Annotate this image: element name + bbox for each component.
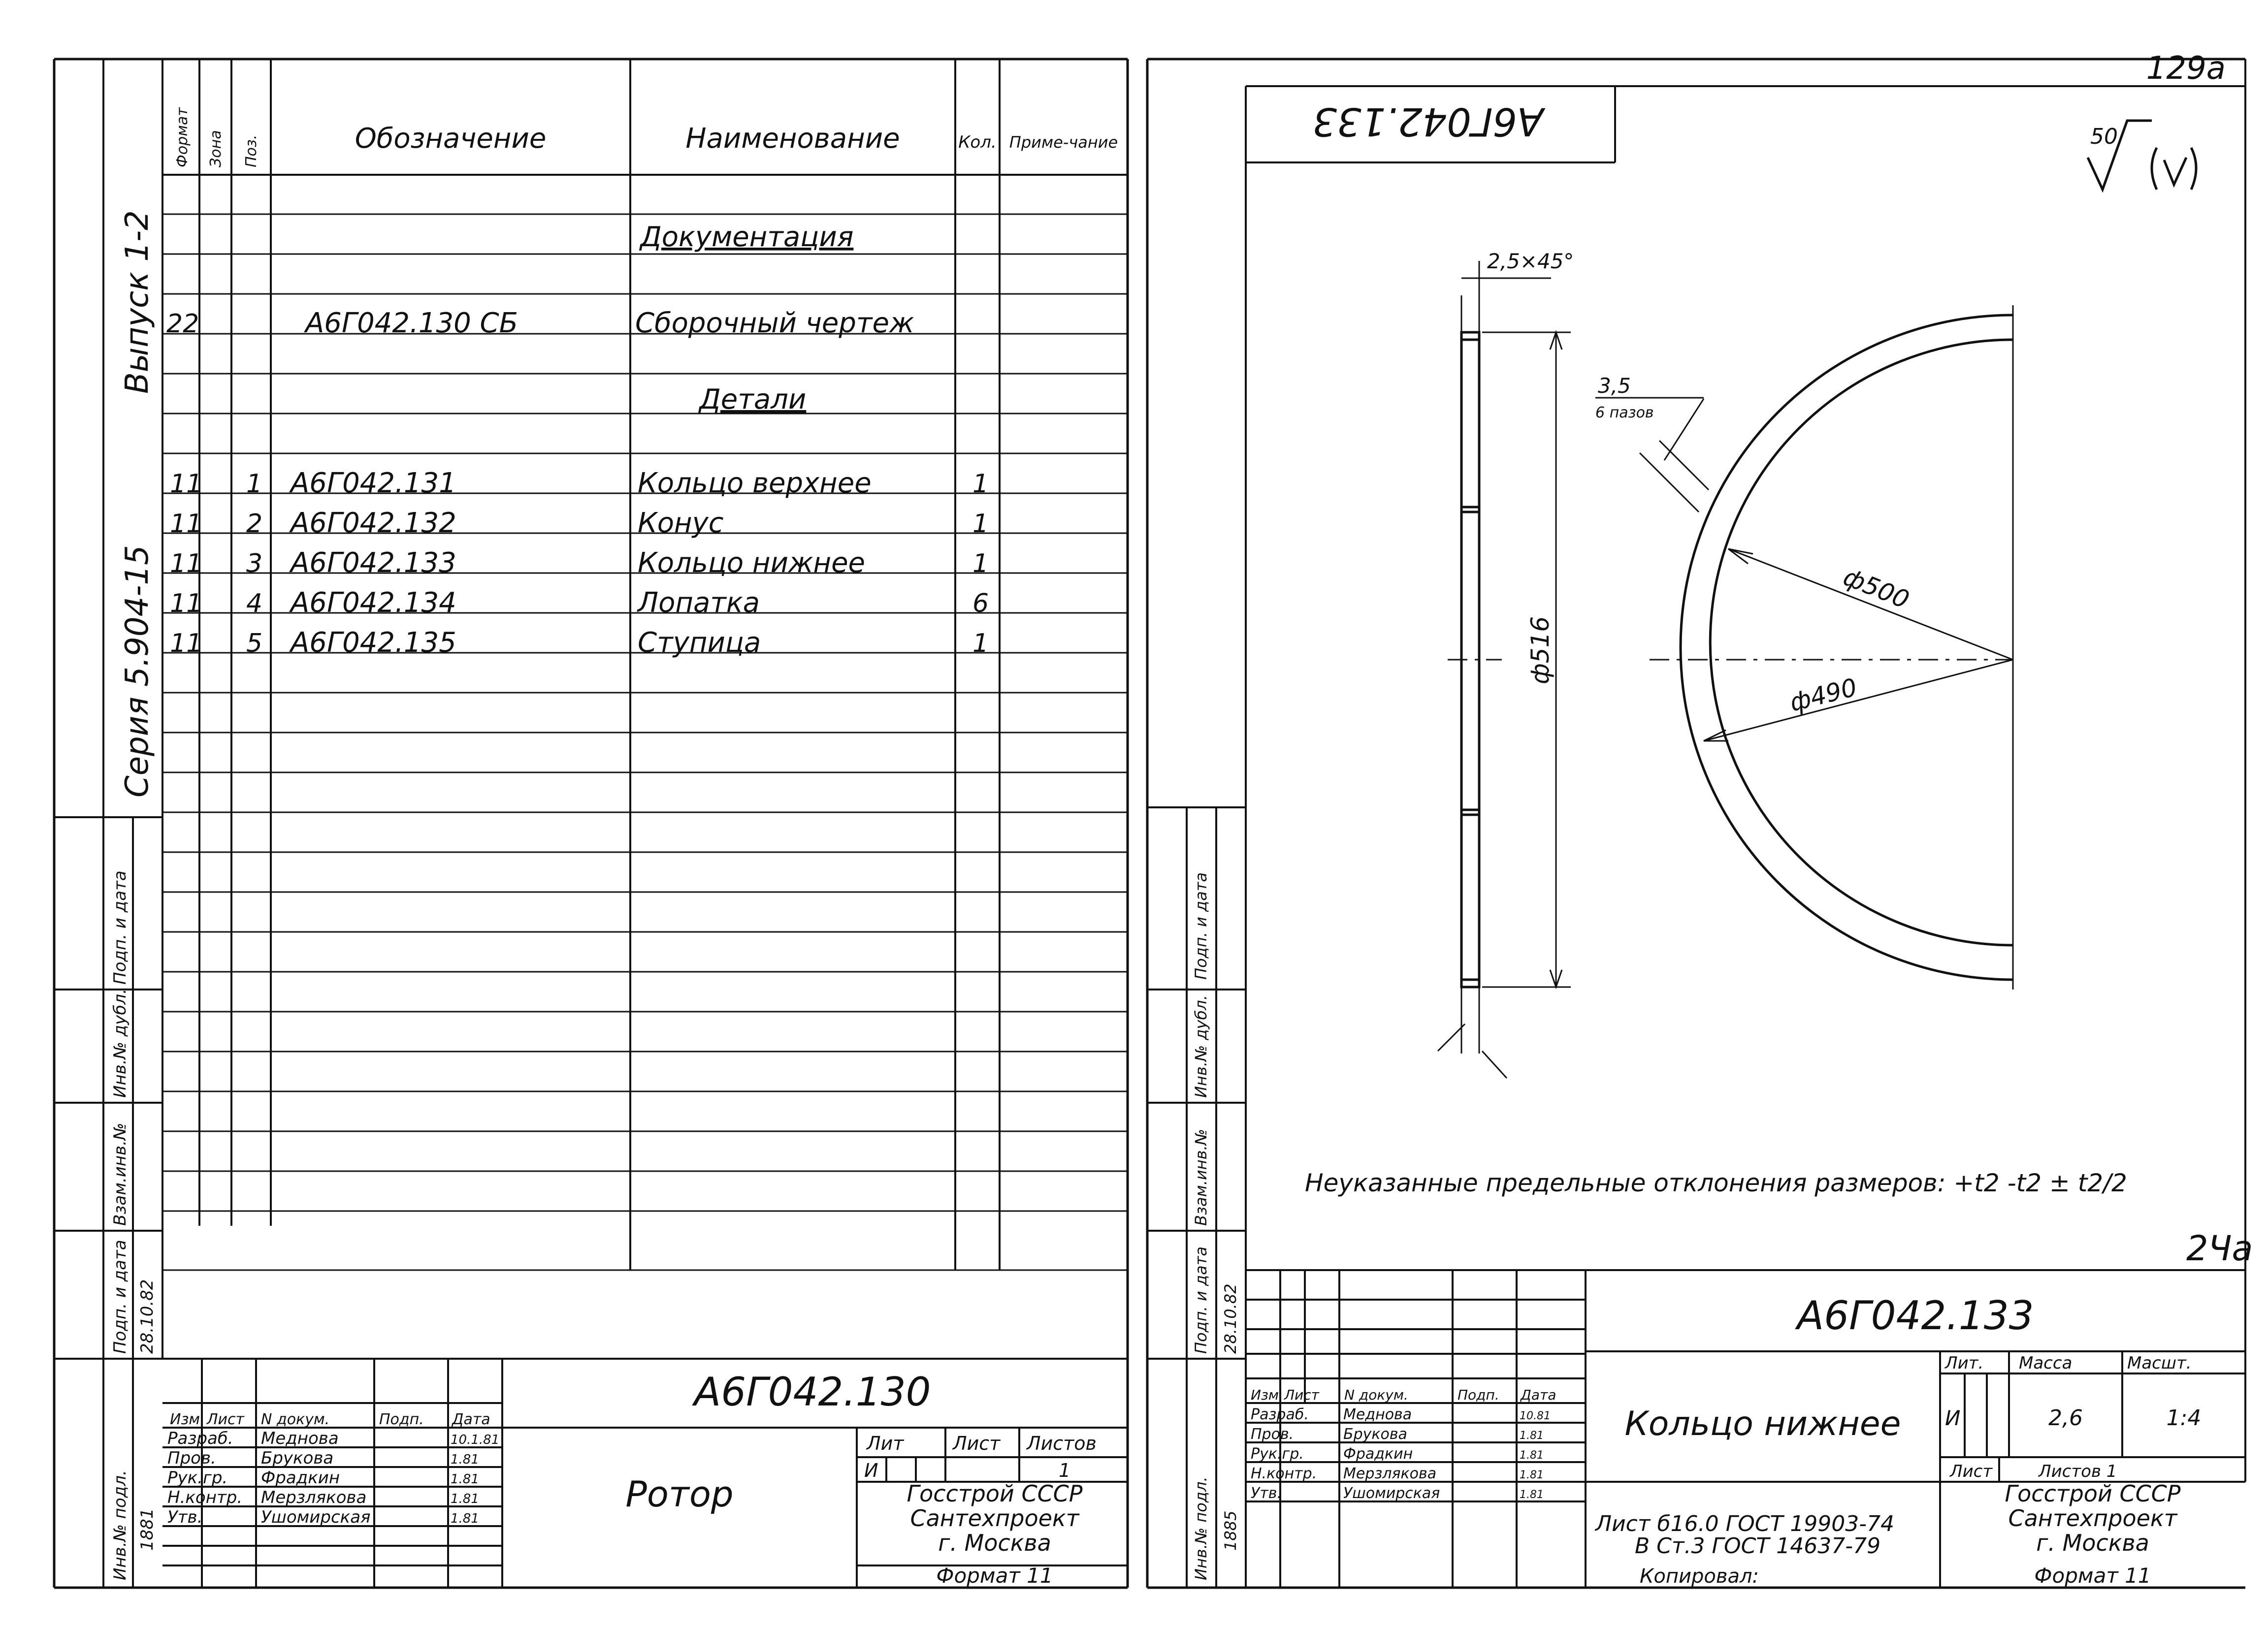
right-org-2: Сантехпроект [2008, 1505, 2177, 1532]
spec-row-name: Ступица [638, 627, 761, 659]
right-masht-label: Масшт. [2127, 1353, 2192, 1373]
signer-name: Брукова [1343, 1426, 1407, 1443]
header-format: Формат [174, 107, 191, 167]
spec-row-poz: 3 [246, 549, 263, 578]
right-list-label: Лист [1950, 1462, 1993, 1481]
right-lit-value: И [1945, 1406, 1961, 1430]
seriya-label: Серия 5.904-15 [119, 545, 156, 798]
header-kol: Кол. [958, 132, 997, 152]
right-col-data: Дата [1521, 1387, 1556, 1403]
signer-date: 1.81 [451, 1452, 479, 1467]
spec-row-format: 11 [170, 509, 203, 539]
dim-chamfer: 2,5×45° [1487, 249, 1574, 273]
right-part-name: Кольцо нижнее [1624, 1405, 1901, 1443]
r-date-value: 28.10.82 [1221, 1283, 1240, 1354]
dim-516: ф516 [1526, 616, 1555, 684]
signer-name: Меднова [1343, 1406, 1412, 1423]
right-format-label: Формат 11 [2034, 1564, 2151, 1588]
roughness-value: 50 [2090, 124, 2118, 149]
signer-date: 1.81 [451, 1492, 479, 1506]
inverted-code: А6Г042.133 [1312, 99, 1544, 143]
right-col-podp: Подп. [1458, 1387, 1499, 1403]
spec-row-name: Кольцо верхнее [638, 467, 872, 499]
header-primechanie: Приме-чание [1009, 133, 1118, 152]
spec-row-format: 11 [170, 589, 203, 618]
left-doc-code: А6Г042.130 [694, 1369, 931, 1415]
dim-490: ф490 [1786, 672, 1860, 717]
signer-role: Разраб. [167, 1429, 233, 1448]
spec-row-qty: 1 [972, 629, 989, 658]
spec-row-code: А6Г042.132 [291, 507, 456, 539]
signer-name: Фрадкин [261, 1468, 340, 1488]
signer-date: 1.81 [451, 1472, 479, 1487]
r-vzam-inv-label: Взам.инв.№ [1192, 1129, 1210, 1226]
right-col-list: Лист [1284, 1387, 1319, 1403]
signer-role: Разраб. [1251, 1406, 1309, 1423]
right-massa-label: Масса [2019, 1353, 2073, 1373]
r-podp-data-label: Подп. и дата [1192, 872, 1210, 980]
material-1: Лист б16.0 ГОСТ 19903-74 [1595, 1511, 1895, 1536]
header-poz: Поз. [243, 134, 260, 167]
spec-row-format: 11 [170, 629, 203, 658]
signer-date: 1.81 [1520, 1449, 1544, 1462]
section-documentation: Документация [640, 221, 854, 253]
podp-data-2-label: Подп. и дата [110, 1240, 130, 1354]
signer-name: Брукова [261, 1448, 334, 1468]
r-inv-dubl-label: Инв.№ дубл. [1192, 995, 1210, 1098]
inv-podl-label: Инв.№ подл. [110, 1470, 130, 1580]
right-col-dokum: N докум. [1344, 1387, 1408, 1403]
right-org-1: Госстрой СССР [2005, 1480, 2181, 1507]
material-2: В Ст.3 ГОСТ 14637-79 [1635, 1533, 1881, 1559]
spec-row-poz: 1 [246, 469, 263, 499]
left-col-dokum: N докум. [261, 1411, 330, 1428]
spec-row-code: А6Г042.135 [291, 627, 456, 659]
dim-500: ф500 [1839, 562, 1913, 614]
r-inv-value: 1885 [1221, 1510, 1240, 1551]
doc-row-code: А6Г042.130 СБ [305, 307, 518, 339]
spec-row-code: А6Г042.134 [291, 587, 456, 619]
left-part-name: Ротор [625, 1473, 734, 1515]
signer-date: 1.81 [1520, 1489, 1544, 1501]
header-naimenovanie: Наименование [685, 123, 900, 155]
left-list-label: Лист [953, 1433, 1001, 1454]
left-lit-label: Лит [867, 1433, 904, 1454]
spec-row-name: Кольцо нижнее [638, 547, 865, 579]
left-org-3: г. Москва [938, 1530, 1051, 1556]
doc-row-format: 22 [166, 309, 199, 339]
dim-slot-count: 6 пазов [1595, 404, 1654, 421]
r-inv-podl-label: Инв.№ подл. [1192, 1476, 1210, 1580]
spec-row-name: Лопатка [638, 587, 760, 619]
header-oboznachenie: Обозначение [355, 123, 547, 155]
header-zona: Зона [207, 130, 225, 167]
signer-name: Меднова [261, 1429, 339, 1448]
spec-row-qty: 1 [972, 549, 989, 578]
signer-name: Фрадкин [1343, 1445, 1413, 1463]
signer-name: Мерзлякова [1343, 1465, 1437, 1482]
signer-name: Ушомирская [261, 1507, 371, 1527]
spec-row-qty: 1 [972, 509, 989, 539]
spec-row-qty: 1 [972, 469, 989, 499]
spec-row-format: 11 [170, 469, 203, 499]
signer-date: 10.81 [1520, 1410, 1551, 1422]
ring-half-view [1681, 315, 2013, 980]
spec-row-code: А6Г042.133 [291, 547, 456, 579]
left-org-2: Сантехпроект [910, 1505, 1079, 1532]
left-col-podp: Подп. [379, 1411, 424, 1428]
r-podp-data-2-label: Подп. и дата [1192, 1246, 1210, 1354]
signer-date: 1.81 [451, 1511, 479, 1526]
signer-role: Рук.гр. [1251, 1445, 1304, 1463]
spec-row-name: Конус [638, 507, 724, 539]
left-col-list: Лист [207, 1411, 245, 1428]
right-col-izm: Изм. [1251, 1387, 1283, 1403]
vypusk-label: Выпуск 1-2 [119, 210, 156, 394]
handwritten-mark: 2Ча [2186, 1228, 2253, 1269]
left-listov-label: Листов [1027, 1433, 1097, 1454]
right-org-3: г. Москва [2036, 1530, 2149, 1556]
left-col-izm: Изм. [170, 1411, 205, 1428]
signer-role: Утв. [1251, 1485, 1282, 1502]
dim-slot-width: 3,5 [1598, 374, 1631, 398]
right-massa-value: 2,6 [2048, 1405, 2083, 1431]
signer-date: 1.81 [1520, 1430, 1544, 1442]
kopiroval-label: Копировал: [1640, 1565, 1759, 1588]
signer-date: 1.81 [1520, 1469, 1544, 1481]
signer-role: Утв. [167, 1507, 203, 1527]
signer-name: Ушомирская [1343, 1485, 1440, 1502]
left-col-data: Дата [452, 1411, 490, 1428]
date-value: 28.10.82 [137, 1279, 157, 1354]
spec-row-poz: 2 [246, 509, 263, 539]
spec-row-format: 11 [170, 549, 203, 578]
spec-row-qty: 6 [972, 589, 989, 618]
signer-role: Пров. [1251, 1426, 1294, 1443]
signer-role: Пров. [167, 1448, 216, 1468]
signer-role: Н.контр. [167, 1488, 243, 1507]
right-lit-label: Лит. [1945, 1353, 1984, 1373]
signer-date: 10.1.81 [451, 1433, 500, 1447]
inv-dubl-label: Инв.№ дубл. [110, 989, 130, 1098]
inv-value: 1881 [137, 1508, 157, 1551]
right-masht-value: 1:4 [2166, 1405, 2202, 1431]
spec-row-code: А6Г042.131 [291, 467, 456, 499]
left-org-1: Госстрой СССР [907, 1480, 1083, 1507]
section-parts: Детали [699, 383, 807, 415]
left-format-label: Формат 11 [936, 1564, 1053, 1588]
spec-row-poz: 5 [246, 629, 263, 658]
vzam-inv-label: Взам.инв.№ [110, 1122, 130, 1226]
signer-name: Мерзлякова [261, 1488, 367, 1507]
corner-mark: 129а [2146, 50, 2226, 87]
podp-data-label: Подп. и дата [110, 870, 130, 985]
tolerance-note: Неуказанные предельные отклонения размеров: +t2 -t2 ± t2/2 [1305, 1169, 2127, 1197]
right-listov-label: Листов 1 [2039, 1462, 2117, 1481]
left-lit-value: И [864, 1460, 878, 1481]
doc-row-name: Сборочный чертеж [635, 307, 914, 339]
left-listov-value: 1 [1059, 1460, 1071, 1481]
signer-role: Рук.гр. [167, 1468, 228, 1488]
signer-role: Н.контр. [1251, 1465, 1317, 1482]
spec-row-poz: 4 [246, 589, 263, 618]
right-doc-code: А6Г042.133 [1797, 1293, 2034, 1339]
